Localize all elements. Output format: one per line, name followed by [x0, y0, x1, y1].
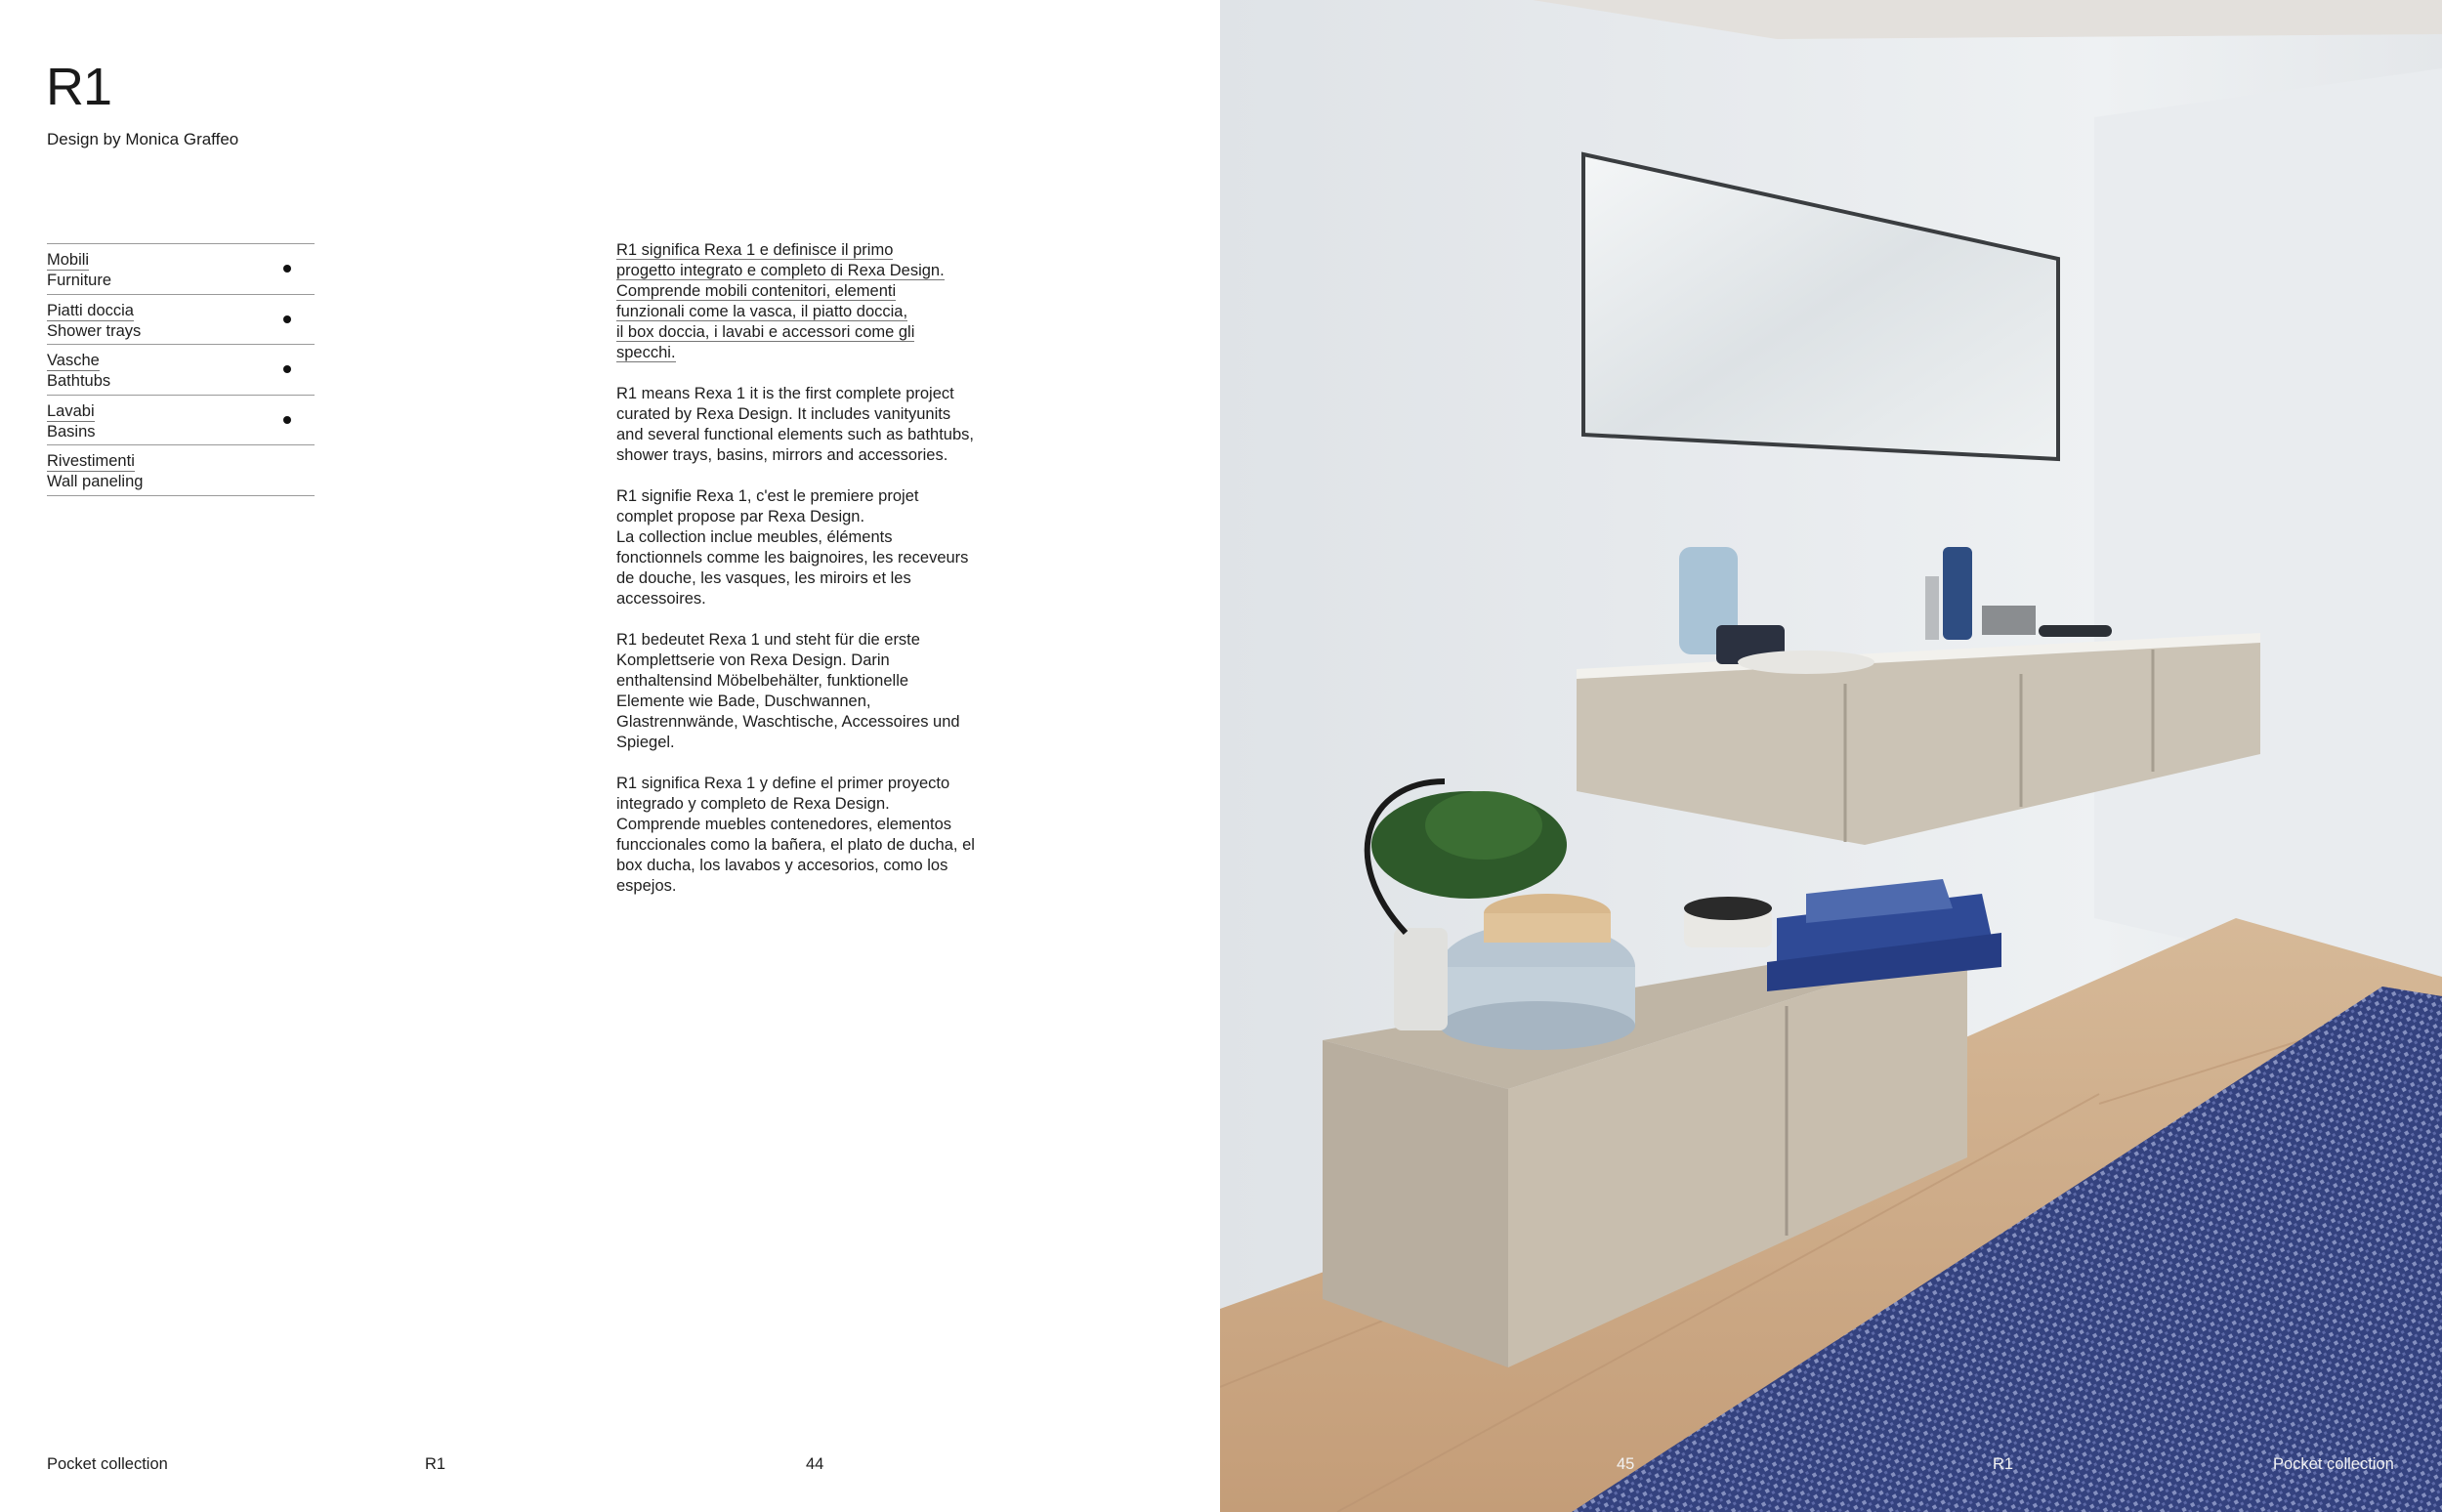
- bathroom-scene-illustration: [1220, 0, 2442, 1512]
- category-label-en: Wall paneling: [47, 473, 144, 490]
- description-fr-part: La collection inclue meubles, éléments fonctionnels comme les baignoires, les receveurs de douche, les vasques, les miroirs et les accessoires.: [616, 528, 969, 608]
- active-dot-icon: [283, 365, 291, 373]
- description-it-line[interactable]: specchi.: [616, 344, 676, 361]
- footer-product-left: R1: [425, 1455, 446, 1473]
- left-page: [0, 0, 1220, 1512]
- description-it-line[interactable]: funzionali come la vasca, il piatto doccia,: [616, 303, 908, 320]
- designer-credit: Design by Monica Graffeo: [47, 130, 239, 148]
- description-it-line[interactable]: il box doccia, i lavabi e accessori come gli: [616, 323, 915, 341]
- category-item-furniture[interactable]: [47, 244, 315, 295]
- category-label-en: Basins: [47, 422, 96, 441]
- category-item-basins[interactable]: [47, 396, 315, 446]
- category-item-bathtubs[interactable]: [47, 345, 315, 396]
- active-dot-icon: [283, 265, 291, 273]
- description-column: [616, 240, 978, 917]
- category-label-it[interactable]: Vasche: [47, 352, 100, 369]
- footer-page-number-right: 45: [1617, 1455, 1635, 1473]
- category-label-it[interactable]: Rivestimenti: [47, 452, 135, 470]
- category-label-it[interactable]: Piatti doccia: [47, 301, 134, 319]
- category-label-en: Furniture: [47, 272, 112, 289]
- description-it-line[interactable]: R1 significa Rexa 1 e definisce il primo: [616, 241, 894, 259]
- right-wall: [2094, 68, 2442, 996]
- product-photo: [1220, 0, 2442, 1512]
- description-it-line[interactable]: Comprende mobili contenitori, elementi: [616, 282, 897, 300]
- page-title: R1: [46, 58, 112, 116]
- description-french: [616, 486, 978, 609]
- category-list: [47, 243, 315, 496]
- category-label-it[interactable]: Mobili: [47, 251, 90, 269]
- description-german: R1 bedeutet Rexa 1 und steht für die erste Komplettserie von Rexa Design. Darin enthaltensind Möbelbehälter, funktionelle Elemente wie Bade, Duschwannen, Glastrennwände, Waschtische, Accessoires und Spiegel.: [616, 631, 960, 751]
- category-label-en: Shower trays: [47, 321, 142, 340]
- category-label-en: Bathtubs: [47, 372, 111, 390]
- footer-product-right: R1: [1993, 1455, 2014, 1473]
- description-italian[interactable]: [616, 240, 978, 363]
- category-item-shower-trays[interactable]: [47, 295, 315, 346]
- active-dot-icon: [283, 416, 291, 424]
- description-fr-part: R1 signifie Rexa 1, c'est le premiere projet complet propose par Rexa Design.: [616, 487, 919, 525]
- active-dot-icon: [283, 315, 291, 323]
- footer-collection-left: Pocket collection: [47, 1455, 168, 1473]
- category-label-it[interactable]: Lavabi: [47, 401, 95, 420]
- description-spanish: R1 significa Rexa 1 y define el primer proyecto integrado y completo de Rexa Design. Comprende muebles contenedores, elementos funccionales como la bañera, el plato de ducha, el box ducha, los lavabos y accesorios, como los espejos.: [616, 775, 975, 895]
- description-it-line[interactable]: progetto integrato e completo di Rexa Design.: [616, 262, 945, 279]
- footer-collection-right: Pocket collection: [2273, 1455, 2394, 1473]
- category-item-wall-paneling[interactable]: [47, 445, 315, 496]
- footer-page-number-left: 44: [806, 1455, 824, 1473]
- description-english: R1 means Rexa 1 it is the first complete project curated by Rexa Design. It includes vanityunits and several functional elements such as bathtubs, shower trays, basins, mirrors and accessories.: [616, 385, 974, 464]
